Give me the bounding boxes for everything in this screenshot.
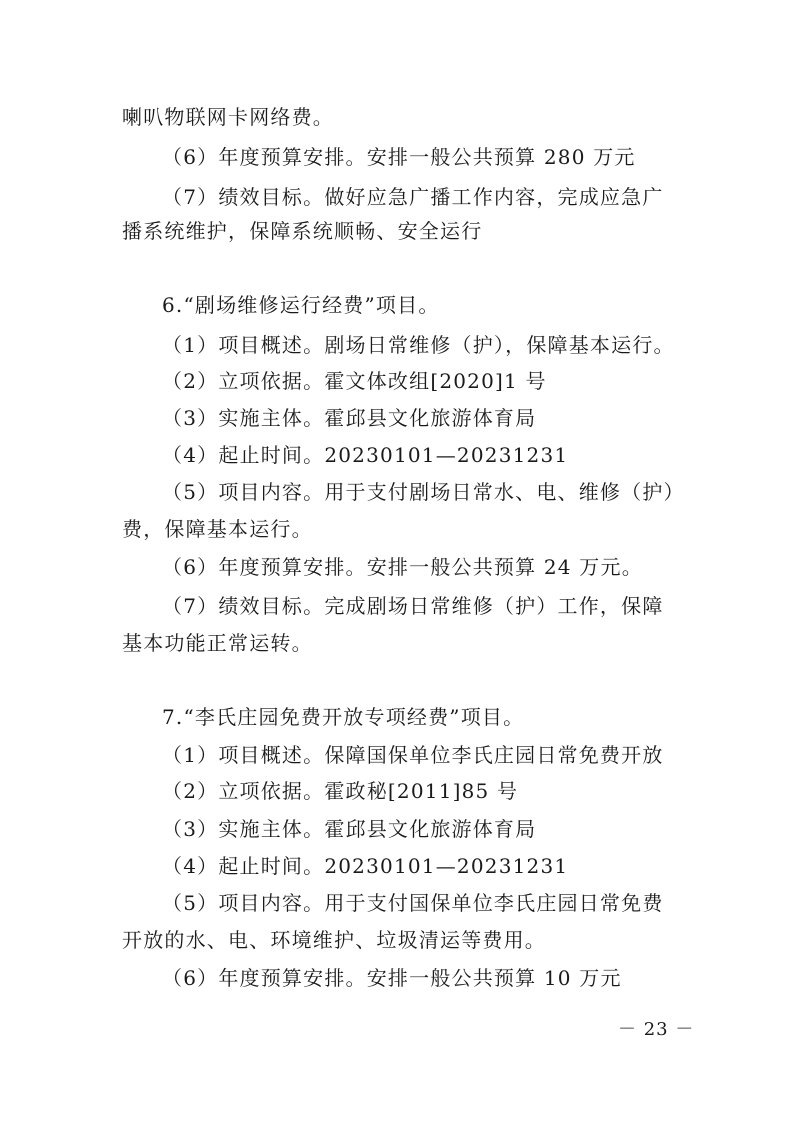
section-7-title: 7.“李氏庄园免费开放专项经费”项目。 bbox=[162, 705, 525, 729]
section-7-content-line-2: 开放的水、电、环境维护、垃圾清运等费用。 bbox=[122, 928, 546, 952]
page-number: － 23 － bbox=[618, 1019, 695, 1040]
paragraph-continuation: 喇叭物联网卡网络费。 bbox=[122, 105, 334, 129]
section-6-goal-line-2: 基本功能正常运转。 bbox=[122, 631, 313, 655]
item-goal-5-line-1: （7）绩效目标。做好应急广播工作内容，完成应急广 bbox=[162, 185, 664, 209]
section-6-goal-line-1: （7）绩效目标。完成剧场日常维修（护）工作，保障 bbox=[162, 594, 664, 618]
section-6-basis: （2）立项依据。霍文体改组[2020]1 号 bbox=[162, 369, 547, 393]
section-6-budget: （6）年度预算安排。安排一般公共预算 24 万元。 bbox=[162, 555, 643, 579]
section-6-overview: （1）项目概述。剧场日常维修（护），保障基本运行。 bbox=[162, 333, 675, 357]
section-7-period: （4）起止时间。20230101—20231231 bbox=[162, 854, 569, 878]
section-7-content-line-1: （5）项目内容。用于支付国保单位李氏庄园日常免费 bbox=[162, 891, 664, 915]
item-budget-5: （6）年度预算安排。安排一般公共预算 280 万元 bbox=[162, 145, 636, 169]
section-6-title: 6.“剧场维修运行经费”项目。 bbox=[162, 293, 440, 317]
section-6-content-line-1: （5）项目内容。用于支付剧场日常水、电、维修（护） bbox=[162, 480, 685, 504]
section-7-basis: （2）立项依据。霍政秘[2011]85 号 bbox=[162, 779, 519, 803]
section-6-content-line-2: 费，保障基本运行。 bbox=[122, 517, 313, 541]
section-6-period: （4）起止时间。20230101—20231231 bbox=[162, 443, 569, 467]
section-7-overview: （1）项目概述。保障国保单位李氏庄园日常免费开放 bbox=[162, 743, 664, 767]
section-7-entity: （3）实施主体。霍邱县文化旅游体育局 bbox=[162, 817, 537, 841]
section-7-budget: （6）年度预算安排。安排一般公共预算 10 万元 bbox=[162, 966, 622, 990]
item-goal-5-line-2: 播系统维护，保障系统顺畅、安全运行 bbox=[122, 219, 483, 243]
section-6-entity: （3）实施主体。霍邱县文化旅游体育局 bbox=[162, 406, 537, 430]
